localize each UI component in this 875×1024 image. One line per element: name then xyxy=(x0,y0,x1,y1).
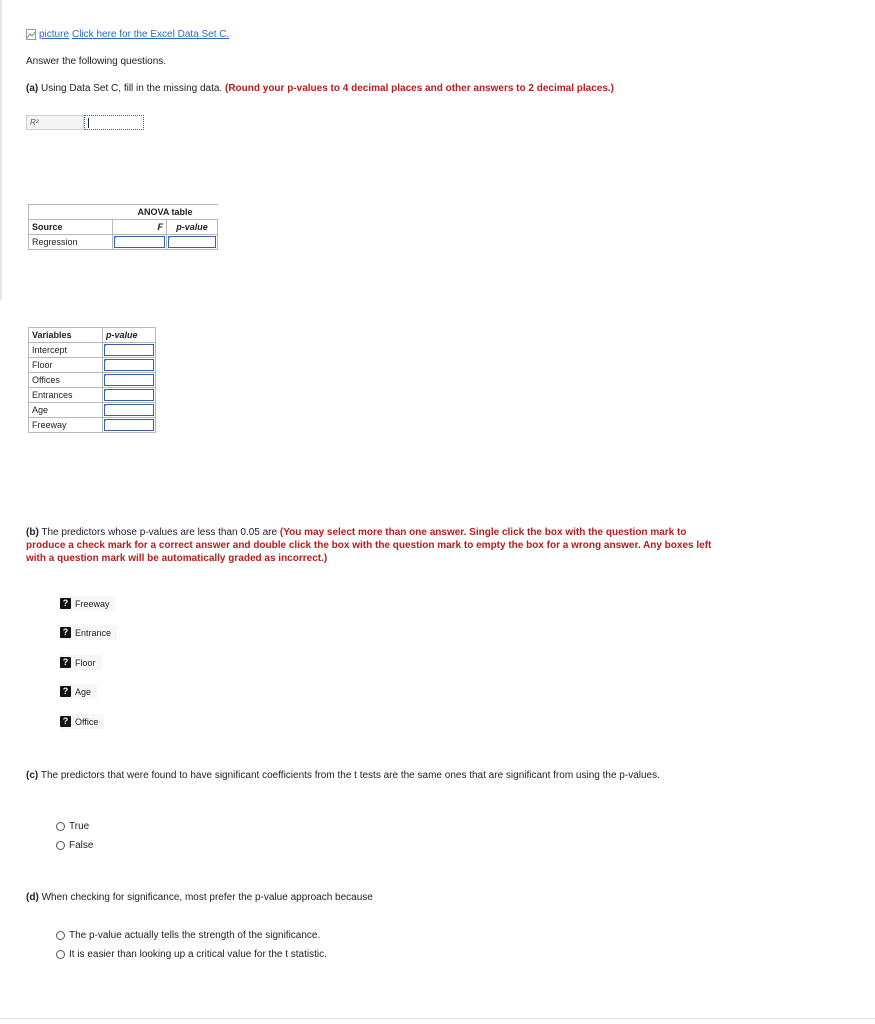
check-option-label: Entrance xyxy=(75,627,112,638)
vars-p-input[interactable] xyxy=(103,373,156,388)
part-a-prompt xyxy=(26,83,614,94)
vars-p-input[interactable] xyxy=(103,358,156,373)
check-option-label: Age xyxy=(75,686,92,697)
anova-header-p: p-value xyxy=(167,220,218,235)
part-b-text: The predictors whose p-values are less than 0.05 are xyxy=(41,527,278,538)
radio-option-false[interactable] xyxy=(56,840,93,851)
vars-row-label: Floor xyxy=(29,358,103,373)
radio-button[interactable] xyxy=(56,841,65,850)
vars-p-input[interactable] xyxy=(103,418,156,433)
vars-header-variables: Variables xyxy=(29,328,103,343)
variables-table xyxy=(28,327,156,433)
anova-corner xyxy=(29,205,113,220)
question-box-icon[interactable]: ? xyxy=(60,686,71,697)
vars-p-input[interactable] xyxy=(103,403,156,418)
part-d-prompt xyxy=(26,892,373,903)
part-b-note: (You may select more than one answer. Single click the box with the question mark to produce a check mark for a correct answer and double click the box with the question mark to empty the box for a wrong answer. Any boxes left with a question mark will be automatically graded as incorrect.) xyxy=(26,527,712,564)
vars-row-label: Age xyxy=(29,403,103,418)
broken-image-alt[interactable]: picture xyxy=(39,29,70,40)
r2-row xyxy=(26,115,145,130)
radio-button[interactable] xyxy=(56,931,65,940)
left-margin-rule xyxy=(0,0,2,300)
vars-row-label: Entrances xyxy=(29,388,103,403)
anova-p-input[interactable] xyxy=(167,235,218,250)
part-d-label: (d) xyxy=(26,892,39,903)
radio-label: False xyxy=(69,840,94,851)
intro-text: Answer the following questions. xyxy=(26,56,167,67)
part-b-label: (b) xyxy=(26,527,39,538)
part-d-text: When checking for significance, most prefer the p-value approach because xyxy=(41,892,373,903)
data-set-link-row[interactable] xyxy=(26,29,229,40)
vars-row-label: Intercept xyxy=(29,343,103,358)
part-a-label: (a) xyxy=(26,83,39,94)
check-option-entrance[interactable] xyxy=(60,625,117,640)
question-box-icon[interactable]: ? xyxy=(60,716,71,727)
radio-option-true[interactable] xyxy=(56,821,89,832)
radio-button[interactable] xyxy=(56,950,65,959)
radio-option-easier[interactable] xyxy=(56,949,327,960)
radio-label: It is easier than looking up a critical value for the t statistic. xyxy=(69,949,327,960)
radio-button[interactable] xyxy=(56,822,65,831)
excel-data-set-link[interactable]: Click here for the Excel Data Set C. xyxy=(72,29,230,40)
r2-input[interactable] xyxy=(84,115,144,130)
part-c-prompt xyxy=(26,769,726,782)
r2-label: R² xyxy=(26,115,84,130)
radio-label: True xyxy=(69,821,90,832)
check-option-label: Floor xyxy=(75,657,96,668)
part-a-note: (Round your p-values to 4 decimal places and other answers to 2 decimal places.) xyxy=(225,83,615,94)
check-option-label: Office xyxy=(75,716,99,727)
vars-p-input[interactable] xyxy=(103,343,156,358)
anova-header-f: F xyxy=(113,220,167,235)
part-b-prompt xyxy=(26,526,726,565)
check-option-label: Freeway xyxy=(75,598,110,609)
check-option-age[interactable] xyxy=(60,684,97,699)
anova-header-source: Source xyxy=(29,220,113,235)
anova-row-regression: Regression xyxy=(29,235,113,250)
part-c-label: (c) xyxy=(26,770,39,781)
vars-header-p: p-value xyxy=(103,328,156,343)
question-box-icon[interactable]: ? xyxy=(60,657,71,668)
vars-p-input[interactable] xyxy=(103,388,156,403)
check-option-office[interactable] xyxy=(60,714,104,729)
radio-option-strength[interactable] xyxy=(56,930,320,941)
check-option-freeway[interactable] xyxy=(60,596,116,611)
radio-label: The p-value actually tells the strength of the significance. xyxy=(69,930,321,941)
vars-row-label: Offices xyxy=(29,373,103,388)
anova-caption: ANOVA table xyxy=(113,205,218,220)
question-box-icon[interactable]: ? xyxy=(60,627,71,638)
broken-image-icon xyxy=(26,29,36,40)
anova-table xyxy=(28,204,218,250)
part-a-text: Using Data Set C, fill in the missing data. xyxy=(41,83,223,94)
check-option-floor[interactable] xyxy=(60,655,102,670)
question-box-icon[interactable]: ? xyxy=(60,598,71,609)
anova-f-input[interactable] xyxy=(113,235,167,250)
bottom-divider xyxy=(0,1018,875,1019)
part-c-text: The predictors that were found to have significant coefficients from the t tests are the same ones that are significant from using the p-values. xyxy=(40,770,660,781)
vars-row-label: Freeway xyxy=(29,418,103,433)
